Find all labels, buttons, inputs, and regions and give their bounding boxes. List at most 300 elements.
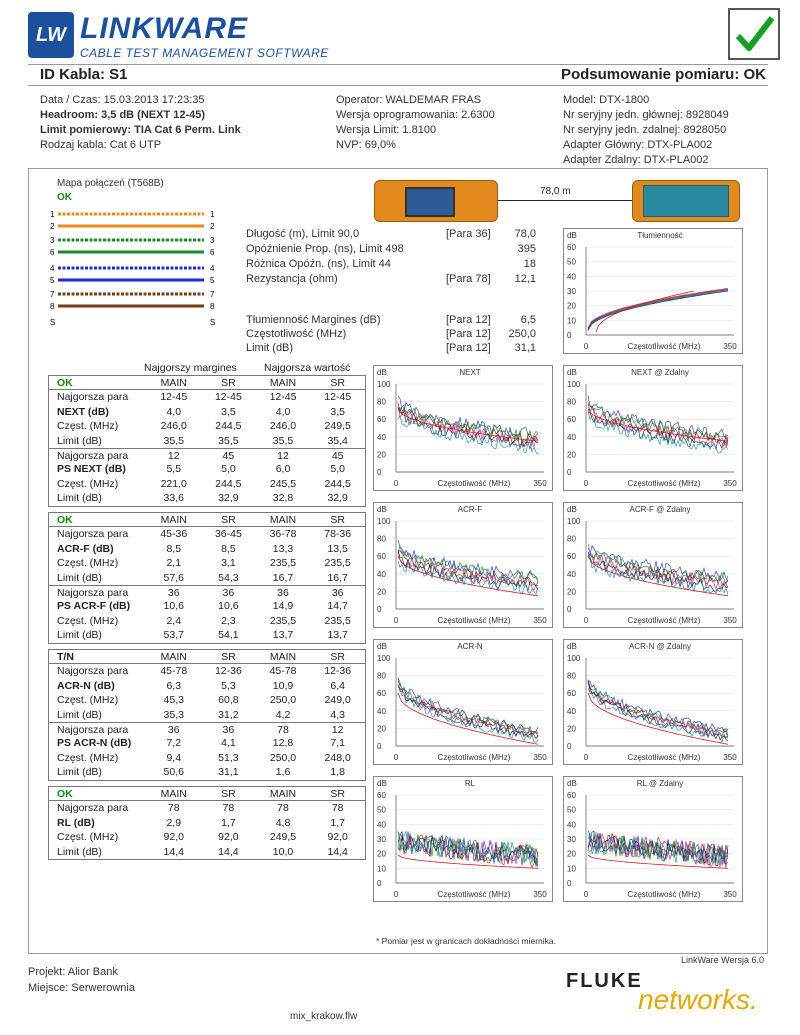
wiremap-pin-right: 3	[210, 236, 215, 245]
file-name: mix_krakow.flw	[290, 1011, 358, 1022]
table-cell: 12	[331, 723, 344, 736]
table-row	[49, 462, 365, 476]
table-cell: 4,1	[221, 737, 236, 750]
table-cell: Częst. (MHz)	[57, 694, 119, 707]
table-cell: 221,0	[160, 477, 187, 490]
table-cell: 45-78	[269, 665, 297, 678]
table-cell: MAIN	[160, 651, 187, 663]
table-cell: 244,5	[215, 477, 242, 490]
y-tick-label: 80	[567, 534, 576, 544]
logo-name: LINKWARE	[80, 12, 248, 45]
chart-title: ACR-N @ Zdalny	[629, 642, 691, 651]
table-row	[49, 376, 365, 390]
chart-ylabel: dB	[567, 368, 577, 377]
table-cell: SR	[330, 514, 345, 526]
linkware-logo: LW	[28, 12, 74, 58]
table-cell: 13,7	[327, 629, 348, 642]
table-cell: 249,0	[324, 694, 351, 707]
y-tick-label: 20	[377, 450, 386, 460]
chart-xlabel: Częstotliwość (MHz)	[627, 479, 701, 488]
table-cell: 31,1	[218, 766, 239, 779]
chart-xlabel: Częstotliwość (MHz)	[437, 616, 511, 625]
y-tick-label: 100	[567, 517, 581, 526]
y-tick-label: 40	[567, 569, 576, 579]
y-tick-label: 60	[377, 415, 386, 425]
y-tick-label: 40	[377, 432, 386, 442]
table-cell: 235,5	[324, 557, 351, 570]
wiremap-pin-right: 1	[210, 210, 215, 219]
chart-xlabel: Częstotliwość (MHz)	[627, 890, 701, 899]
chart-ylabel: dB	[567, 231, 577, 240]
table-row	[49, 628, 365, 642]
chart-ylabel: dB	[377, 779, 387, 788]
table-cell: 92,0	[327, 831, 348, 844]
chart-next	[373, 365, 553, 491]
table-cell: 14,4	[218, 845, 239, 858]
table-cell: SR	[221, 788, 236, 800]
table-cell: 12-36	[324, 665, 352, 678]
y-tick-label: 0	[377, 742, 382, 751]
table-cell: Najgorsza para	[57, 391, 129, 404]
y-tick-label: 40	[567, 706, 576, 716]
table-cell: 78	[331, 802, 344, 815]
table-cell: 1,7	[330, 816, 345, 829]
table-cell: 35,5	[218, 434, 239, 447]
x-tick-label: 350	[533, 753, 547, 762]
chart-acrn-remote	[563, 639, 743, 765]
table-cell: 35,3	[163, 708, 184, 721]
table-row	[49, 513, 365, 527]
table-cell: 10,6	[163, 600, 184, 613]
table-row	[49, 650, 365, 664]
x-tick-label: 0	[583, 890, 589, 899]
chart-title: Tłumienność	[637, 231, 683, 240]
y-tick-label: 40	[377, 569, 386, 579]
table-row	[49, 599, 365, 613]
table-cell: Najgorsza para	[57, 528, 129, 541]
y-tick-label: 30	[377, 835, 386, 844]
x-tick-label: 350	[723, 479, 737, 488]
series-line	[588, 679, 728, 735]
table-cell: Częst. (MHz)	[57, 751, 119, 764]
y-tick-label: 60	[567, 552, 576, 562]
params-block: Długość (m), Limit 90,0 [Para 36] 78,0 Opóźnienie Prop. (ns), Limit 498 395 Różnica Opóźn. (ns), Limit 44 18 Rezystancja (ohm) [Para 78] 12,1 Tłumienność Margines (dB) [Para 12] 6,5 Częstotliwość (MHz) [Para 12] 250,0 Limit (dB) [Para 12] 31,1	[246, 228, 536, 354]
table-cell: Częst. (MHz)	[57, 614, 119, 627]
chart-rl	[373, 776, 553, 902]
table-cell: 45	[331, 449, 344, 462]
table-row	[49, 434, 365, 448]
info-main-serial: Nr seryjny jedn. głównej: 8928049	[563, 109, 729, 121]
y-tick-label: 20	[567, 849, 576, 859]
table-cell: 10,0	[272, 845, 294, 858]
y-tick-label: 40	[567, 272, 576, 282]
chart-attenuation	[563, 228, 743, 354]
y-tick-label: 0	[377, 879, 382, 888]
y-tick-label: 60	[377, 689, 386, 699]
y-tick-label: 0	[567, 605, 572, 614]
chart-xlabel: Częstotliwość (MHz)	[437, 890, 511, 899]
wiremap-diagram	[48, 208, 224, 328]
table-cell: 12-45	[160, 391, 188, 404]
table-cell: Częst. (MHz)	[57, 831, 119, 844]
x-tick-label: 0	[393, 890, 399, 899]
table-cell: 51,3	[218, 751, 239, 764]
table-cell: MAIN	[160, 377, 187, 389]
table-cell: RL (dB)	[57, 816, 95, 829]
y-tick-label: 20	[377, 849, 386, 859]
table-cell: 78	[277, 723, 289, 736]
main-tester-icon	[374, 180, 498, 222]
table-cell: 57,6	[163, 571, 184, 584]
chart-title: NEXT @ Zdalny	[631, 368, 689, 377]
table-cell: 1,8	[330, 766, 345, 779]
table-row	[49, 708, 365, 722]
chart-ylabel: dB	[567, 779, 577, 788]
x-tick-label: 350	[533, 890, 547, 899]
table-row	[49, 736, 365, 750]
next-table	[48, 375, 366, 507]
table-cell: Limit (dB)	[57, 492, 102, 505]
table-row	[49, 801, 365, 815]
table-cell: 32,8	[272, 492, 294, 505]
table-cell: 36	[222, 723, 235, 736]
wiremap-pin-left: 8	[50, 302, 55, 311]
table-cell: Limit (dB)	[57, 708, 102, 721]
y-tick-label: 40	[567, 432, 576, 442]
y-tick-label: 0	[567, 468, 572, 477]
y-tick-label: 0	[567, 742, 572, 751]
y-tick-label: 20	[377, 724, 386, 734]
table-cell: 14,4	[163, 845, 184, 858]
worst-margin-header: Najgorszy margines	[144, 362, 237, 374]
table-cell: 36	[277, 586, 289, 599]
table-cell: PS ACR-N (dB)	[57, 737, 132, 750]
table-cell: 12	[277, 449, 289, 462]
table-row	[49, 390, 365, 404]
table-cell: 45-78	[160, 665, 188, 678]
table-cell: Najgorsza para	[57, 665, 129, 678]
table-cell: 10,6	[218, 600, 239, 613]
wiremap-pin-right: 2	[210, 222, 215, 231]
table-cell: 54,1	[218, 629, 239, 642]
table-cell: 16,7	[327, 571, 348, 584]
limit-line	[398, 556, 538, 596]
table-cell: 235,5	[269, 614, 297, 627]
y-tick-label: 80	[377, 534, 386, 544]
table-cell: 1,6	[275, 766, 291, 779]
wiremap-status: OK	[57, 192, 72, 203]
table-cell: SR	[330, 377, 345, 389]
wiremap-pin-right: S	[210, 318, 216, 327]
table-cell: 45-36	[160, 528, 188, 541]
table-cell: 13,7	[272, 629, 294, 642]
chart-acrf	[373, 502, 553, 628]
y-tick-label: 100	[377, 517, 391, 526]
chart-xlabel: Częstotliwość (MHz)	[627, 616, 701, 625]
table-cell: 4,3	[330, 708, 345, 721]
table-row	[49, 765, 365, 779]
wiremap-pin-right: 7	[210, 290, 215, 299]
table-cell: Najgorsza para	[57, 586, 129, 599]
series-line	[588, 290, 728, 330]
table-cell: 5,0	[221, 463, 236, 476]
x-tick-label: 0	[583, 753, 589, 762]
table-row	[49, 679, 365, 693]
info-main-adapter: Adapter Główny: DTX-PLA002	[563, 139, 713, 151]
y-tick-label: 20	[567, 301, 576, 311]
y-tick-label: 60	[567, 689, 576, 699]
table-cell: 92,0	[218, 831, 239, 844]
y-tick-label: 80	[567, 671, 576, 681]
table-cell: 33,6	[163, 492, 184, 505]
y-tick-label: 20	[567, 724, 576, 734]
table-cell: Limit (dB)	[57, 434, 102, 447]
table-cell: 78	[222, 802, 235, 815]
y-tick-label: 0	[377, 605, 382, 614]
wiremap-pin-left: 2	[50, 222, 55, 231]
info-right	[563, 93, 729, 168]
fluke-logo: FLUKE	[566, 970, 643, 992]
chart-ylabel: dB	[377, 642, 387, 651]
table-cell: 14,7	[327, 600, 348, 613]
table-cell: 2,3	[221, 614, 236, 627]
y-tick-label: 40	[377, 706, 386, 716]
table-cell: 2,4	[166, 614, 182, 627]
table-cell: 3,5	[330, 405, 345, 418]
table-cell: 78-36	[324, 528, 352, 541]
wiremap-pin-right: 6	[210, 248, 215, 257]
pass-check-icon	[728, 8, 780, 60]
location: Miejsce: Serwerownia	[28, 982, 135, 994]
y-tick-label: 60	[377, 552, 386, 562]
chart-next-remote	[563, 365, 743, 491]
info-remote-serial: Nr seryjny jedn. zdalnej: 8928050	[563, 124, 727, 136]
table-cell: 14,4	[327, 845, 348, 858]
series-line	[588, 289, 728, 329]
wiremap-pin-right: 8	[210, 302, 215, 311]
info-mid	[336, 93, 495, 153]
table-cell: T/N	[57, 651, 74, 663]
table-cell: Częst. (MHz)	[57, 477, 119, 490]
test-summary: Podsumowanie pomiaru: OK	[560, 66, 766, 83]
worst-value-header: Najgorsza wartość	[264, 362, 351, 374]
table-cell: MAIN	[269, 377, 297, 389]
chart-rl-remote	[563, 776, 743, 902]
table-cell: Najgorsza para	[57, 723, 129, 736]
table-cell: 12-45	[269, 391, 297, 404]
y-tick-label: 10	[377, 864, 386, 874]
chart-title: ACR-F @ Zdalny	[629, 505, 691, 514]
wiremap-pin-left: 4	[50, 264, 55, 273]
accuracy-note: * Pomiar jest w granicach dokładności miernika.	[376, 936, 556, 946]
x-tick-label: 350	[723, 616, 737, 625]
chart-title: ACR-N	[457, 642, 483, 651]
table-cell: 3,1	[221, 557, 236, 570]
x-tick-label: 0	[393, 479, 399, 488]
table-cell: Najgorsza para	[57, 802, 129, 815]
y-tick-label: 60	[567, 415, 576, 425]
table-row	[49, 845, 365, 859]
table-cell: 4,8	[275, 816, 291, 829]
table-cell: 6,3	[166, 679, 182, 692]
table-cell: 12-45	[214, 391, 242, 404]
chart-acrf-remote	[563, 502, 743, 628]
acrf-table	[48, 512, 366, 644]
series-line	[588, 555, 728, 591]
table-cell: Limit (dB)	[57, 629, 102, 642]
table-cell: 36-45	[214, 528, 242, 541]
table-cell: MAIN	[160, 788, 187, 800]
y-tick-label: 30	[567, 287, 576, 296]
y-tick-label: 100	[377, 654, 391, 663]
table-cell: PS ACR-F (dB)	[57, 600, 131, 613]
y-tick-label: 60	[567, 791, 576, 800]
table-row	[49, 556, 365, 570]
table-cell: 12	[167, 449, 180, 462]
table-cell: 35,5	[272, 434, 294, 447]
table-cell: SR	[221, 651, 236, 663]
y-tick-label: 10	[567, 316, 576, 326]
table-cell: 16,7	[272, 571, 294, 584]
table-row	[49, 542, 365, 556]
table-cell: 14,9	[272, 600, 294, 613]
table-cell: 248,0	[324, 751, 351, 764]
y-tick-label: 30	[567, 835, 576, 844]
rl-table	[48, 786, 366, 860]
table-cell: SR	[330, 651, 345, 663]
linkware-version: LinkWare Wersja 6.0	[680, 955, 764, 965]
table-cell: 36	[167, 586, 180, 599]
wiremap-pin-right: 4	[210, 264, 215, 273]
table-cell: 32,9	[327, 492, 348, 505]
table-cell: 10,9	[272, 679, 294, 692]
table-cell: 8,5	[221, 542, 236, 555]
table-row	[49, 527, 365, 541]
table-cell: SR	[221, 377, 236, 389]
table-row	[49, 830, 365, 844]
table-cell: 78	[277, 802, 289, 815]
table-cell: 3,5	[221, 405, 236, 418]
table-cell: 235,5	[324, 614, 351, 627]
table-cell: 5,3	[221, 679, 236, 692]
table-cell: 36	[167, 723, 180, 736]
table-cell: OK	[57, 514, 73, 526]
cable-length: 78,0 m	[540, 186, 571, 197]
table-cell: 249,5	[324, 420, 351, 433]
table-row	[49, 614, 365, 628]
table-cell: 78	[167, 802, 180, 815]
table-row	[49, 448, 365, 462]
chart-ylabel: dB	[567, 642, 577, 651]
cable-line	[498, 200, 632, 201]
table-cell: 250,0	[269, 751, 297, 764]
table-cell: 31,2	[218, 708, 239, 721]
table-cell: NEXT (dB)	[57, 405, 109, 418]
table-cell: 235,5	[269, 557, 297, 570]
table-row	[49, 405, 365, 419]
x-tick-label: 350	[723, 890, 737, 899]
y-tick-label: 50	[567, 805, 576, 815]
x-tick-label: 0	[583, 479, 589, 488]
table-cell: 246,0	[269, 420, 297, 433]
info-date: Data / Czas: 15.03.2013 17:23:35	[40, 94, 205, 106]
table-cell: 60,8	[218, 694, 239, 707]
x-tick-label: 350	[533, 479, 547, 488]
table-row	[49, 664, 365, 678]
wiremap-pin-right: 5	[210, 276, 215, 285]
table-cell: 246,0	[160, 420, 187, 433]
wiremap-pin-left: 7	[50, 290, 55, 299]
cable-id: ID Kabla: S1	[40, 66, 128, 83]
networks-logo: networks.	[638, 984, 758, 1015]
chart-xlabel: Częstotliwość (MHz)	[627, 342, 701, 351]
table-cell: MAIN	[269, 514, 297, 526]
y-tick-label: 80	[377, 397, 386, 407]
table-row	[49, 419, 365, 433]
table-cell: Limit (dB)	[57, 766, 102, 779]
table-cell: OK	[57, 788, 73, 800]
table-cell: 35,5	[163, 434, 184, 447]
y-tick-label: 80	[377, 671, 386, 681]
y-tick-label: 80	[567, 397, 576, 407]
table-cell: 2,9	[166, 816, 182, 829]
table-cell: 245,5	[269, 477, 297, 490]
info-headroom: Headroom: 3,5 dB (NEXT 12-45)	[40, 109, 206, 121]
table-cell: 2,1	[166, 557, 182, 570]
table-cell: Limit (dB)	[57, 845, 102, 858]
info-limit-version: Wersja Limit: 1.8100	[336, 124, 437, 136]
chart-xlabel: Częstotliwość (MHz)	[437, 479, 511, 488]
table-cell: 4,2	[275, 708, 291, 721]
table-cell: 7,2	[166, 737, 182, 750]
table-cell: 9,4	[166, 751, 182, 764]
info-remote-adapter: Adapter Zdalny: DTX-PLA002	[563, 154, 709, 166]
table-cell: 8,5	[166, 542, 182, 555]
y-tick-label: 10	[567, 864, 576, 874]
table-cell: ACR-F (dB)	[57, 542, 114, 555]
y-tick-label: 20	[567, 450, 576, 460]
table-cell: 12-45	[324, 391, 352, 404]
chart-xlabel: Częstotliwość (MHz)	[627, 753, 701, 762]
table-cell: Limit (dB)	[57, 571, 102, 584]
table-cell: 250,0	[269, 694, 297, 707]
table-cell: Częst. (MHz)	[57, 420, 119, 433]
table-cell: 5,0	[330, 463, 345, 476]
info-software: Wersja oprogramowania: 2.6300	[336, 109, 495, 121]
y-tick-label: 0	[377, 468, 382, 477]
info-model: Model: DTX-1800	[563, 94, 650, 106]
table-cell: Najgorsza para	[57, 449, 129, 462]
table-cell: 45	[222, 449, 235, 462]
table-cell: SR	[330, 788, 345, 800]
wiremap-pin-left: 3	[50, 236, 55, 245]
table-cell: 6,4	[330, 679, 345, 692]
chart-title: RL @ Zdalny	[636, 779, 684, 788]
wiremap-pin-left: S	[50, 318, 56, 327]
y-tick-label: 50	[377, 805, 386, 815]
table-row	[49, 571, 365, 585]
y-tick-label: 100	[567, 654, 581, 663]
table-cell: 13,3	[272, 542, 294, 555]
x-tick-label: 350	[723, 342, 737, 351]
chart-title: ACR-F	[457, 505, 483, 514]
table-cell: 54,3	[218, 571, 239, 584]
table-cell: PS NEXT (dB)	[57, 463, 126, 476]
table-cell: 4,0	[275, 405, 291, 418]
table-cell: 244,5	[215, 420, 242, 433]
table-cell: 12-36	[214, 665, 242, 678]
chart-acrn	[373, 639, 553, 765]
